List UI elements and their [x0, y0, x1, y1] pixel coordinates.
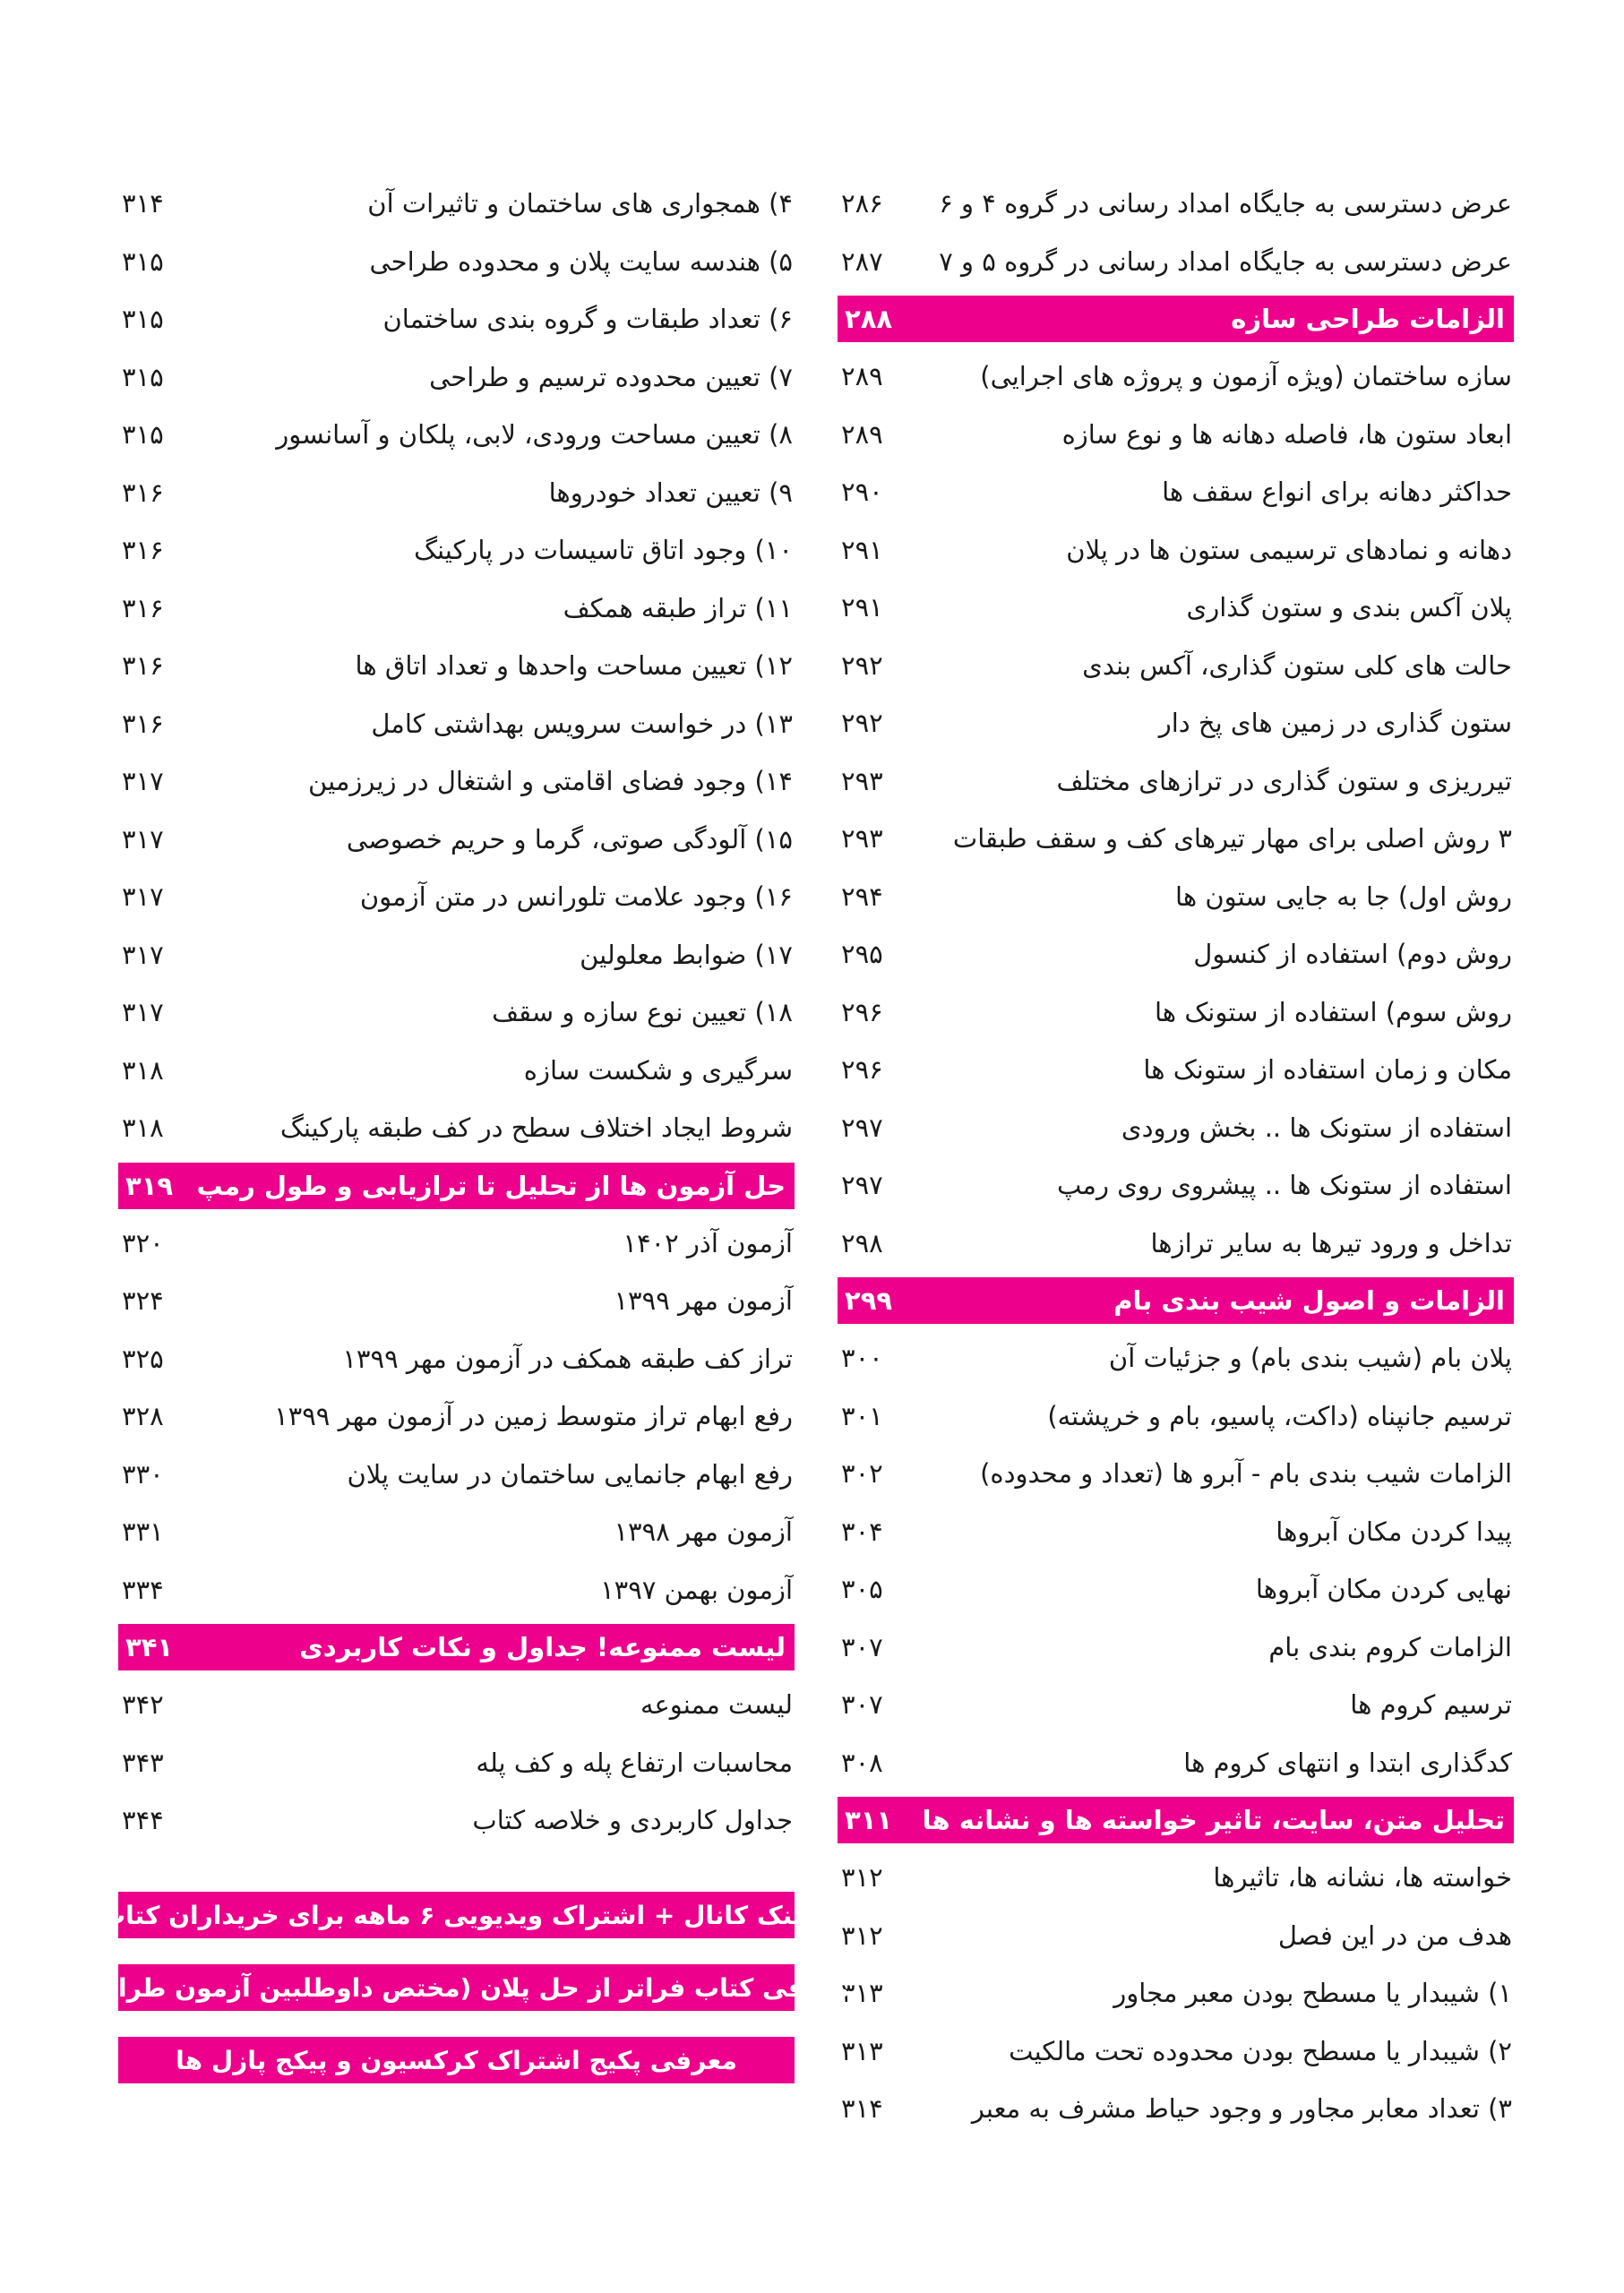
toc-entry-title: رفع ابهام تراز متوسط زمین در آزمون مهر ۱۳۹۹	[274, 1401, 793, 1432]
toc-entry-page: ۳۱۶	[122, 708, 164, 739]
toc-entry-title: استفاده از ستونک ها .. پیشروی روی رمپ	[1056, 1170, 1512, 1201]
toc-entry-title: شروط ایجاد اختلاف سطح در کف طبقه پارکینگ	[279, 1112, 793, 1144]
toc-entry-page: ۳۲۵	[122, 1343, 164, 1374]
toc-entry-page: ۳۲۴	[122, 1285, 164, 1317]
toc-entry[interactable]	[838, 1849, 1514, 1907]
toc-entry-title: ۵) هندسه سایت پلان و محدوده طراحی	[369, 245, 793, 277]
toc-entry[interactable]	[118, 406, 795, 464]
toc-entry-page: ۲۹۳	[841, 823, 883, 855]
toc-entry-title: کدگذاری ابتدا و انتهای کروم ها	[1183, 1747, 1512, 1778]
toc-entry[interactable]	[838, 579, 1514, 637]
toc-entry-title: حل آزمون ها از تحلیل تا ترازیابی و طول رمپ	[196, 1170, 786, 1201]
toc-entry-title: سرگیری و شکست سازه	[523, 1054, 793, 1086]
toc-entry-title: تحلیل متن، سایت، تاثیر خواسته ها و نشانه ها	[922, 1805, 1505, 1835]
toc-entry-page: ۳۴۴	[122, 1805, 164, 1836]
toc-entry-page: ۲۹۶	[841, 1054, 883, 1086]
toc-entry-title: ۴) همجواری های ساختمان و تاثیرات آن	[367, 188, 793, 219]
toc-left-column	[118, 175, 795, 1850]
toc-right-column	[838, 175, 1514, 2138]
toc-entry[interactable]	[838, 1964, 1514, 2022]
toc-entry-page: ۳۱۷	[122, 939, 164, 970]
toc-entry-title: لیست ممنوعه! جداول و نکات کاربردی	[299, 1632, 786, 1662]
toc-section-heading[interactable]	[838, 1277, 1514, 1324]
toc-entry-title: ترسیم کروم ها	[1350, 1689, 1512, 1721]
toc-entry[interactable]	[838, 1041, 1514, 1099]
toc-entry[interactable]	[838, 1099, 1514, 1157]
toc-entry-page: ۲۹۹	[845, 1285, 893, 1316]
toc-section-heading[interactable]	[118, 1163, 795, 1209]
toc-entry[interactable]	[838, 521, 1514, 580]
toc-entry-title: پلان آکس بندی و ستون گذاری	[1186, 592, 1512, 623]
toc-entry[interactable]	[838, 175, 1514, 233]
toc-entry-page: ۳۱۵	[122, 304, 164, 335]
toc-entry-page: ۲۸۷	[841, 245, 883, 277]
toc-entry[interactable]	[118, 464, 795, 522]
toc-entry[interactable]	[118, 233, 795, 291]
toc-entry[interactable]	[118, 1387, 795, 1446]
toc-entry-title: ابعاد ستون ها، فاصله دهانه ها و نوع سازه	[1061, 418, 1512, 450]
toc-entry-title: ۱۸) تعیین نوع سازه و سقف	[492, 997, 793, 1028]
toc-entry[interactable]	[838, 637, 1514, 695]
toc-entry[interactable]	[838, 1503, 1514, 1561]
toc-entry-page: ۳۱۶	[122, 535, 164, 566]
toc-entry-title: آزمون آذر ۱۴۰۲	[623, 1227, 793, 1258]
toc-entry-title: ستون گذاری در زمین های پخ دار	[1158, 708, 1512, 739]
toc-entry[interactable]	[838, 2022, 1514, 2081]
toc-entry-title: عرض دسترسی به جایگاه امداد رسانی در گروه ۵ و ۷	[939, 245, 1512, 277]
toc-entry[interactable]	[838, 1676, 1514, 1734]
toc-entry[interactable]	[118, 1272, 795, 1330]
toc-entry-title: ۱۲) تعیین مساحت واحدها و تعداد اتاق ها	[355, 650, 793, 682]
toc-entry[interactable]	[838, 1445, 1514, 1503]
toc-entry-page: ۲۹۲	[841, 649, 883, 681]
toc-entry-page: ۳۲۸	[122, 1401, 164, 1432]
toc-entry-page: ۲۹۱	[841, 534, 883, 565]
toc-entry[interactable]	[838, 348, 1514, 406]
toc-entry-page: ۳۱۵	[122, 245, 164, 277]
toc-entry-title: محاسبات ارتفاع پله و کف پله	[476, 1747, 793, 1778]
toc-entry[interactable]	[118, 637, 795, 695]
toc-entry-page: ۳۳۴	[122, 1574, 164, 1605]
toc-entry-title: لیست ممنوعه	[640, 1689, 793, 1721]
toc-entry-page: ۳۱۸	[122, 1054, 164, 1086]
toc-entry-page: ۲۹۶	[841, 996, 883, 1027]
toc-entry-title: ۳ روش اصلی برای مهار تیرهای کف و سقف طبقات	[952, 823, 1512, 855]
toc-entry[interactable]	[838, 1560, 1514, 1619]
toc-entry-page: ۳۰۱	[841, 1400, 883, 1431]
toc-entry-title: هدف من در این فصل	[1277, 1919, 1512, 1951]
toc-entry-page: ۲۸۹	[841, 361, 883, 392]
toc-entry[interactable]	[838, 1619, 1514, 1677]
toc-entry-title: آزمون مهر ۱۳۹۹	[614, 1285, 793, 1317]
toc-entry-page: ۲۹۲	[841, 708, 883, 739]
toc-entry[interactable]	[118, 1503, 795, 1561]
toc-entry-title: ۱۶) وجود علامت تلورانس در متن آزمون	[359, 881, 793, 913]
toc-entry-title: ۹) تعیین تعداد خودروها	[548, 477, 793, 508]
toc-entry-title: ۱۷) ضوابط معلولین	[580, 939, 793, 970]
toc-entry-page: ۳۱۸	[122, 1112, 164, 1144]
toc-entry[interactable]	[838, 2080, 1514, 2138]
toc-entry[interactable]	[118, 811, 795, 869]
toc-entry-title: تداخل و ورود تیرها به سایر ترازها	[1150, 1227, 1512, 1258]
toc-entry-title: سازه ساختمان (ویژه آزمون و پروژه های اجرایی)	[980, 361, 1512, 392]
toc-entry[interactable]	[838, 1734, 1514, 1792]
toc-entry-page: ۳۱۵	[122, 361, 164, 392]
toc-entry-title: ۷) تعیین محدوده ترسیم و طراحی	[429, 361, 793, 392]
toc-entry[interactable]	[838, 983, 1514, 1042]
toc-entry-page: ۳۱۱	[845, 1805, 893, 1835]
package-intro-button[interactable]: معرفی پکیج اشتراک کرکسیون و پیکج پازل ها	[118, 2037, 795, 2083]
toc-entry[interactable]	[118, 290, 795, 348]
toc-entry-title: حالت های کلی ستون گذاری، آکس بندی	[1082, 649, 1512, 681]
toc-entry-title: رفع ابهام جانمایی ساختمان در سایت پلان	[347, 1458, 793, 1490]
toc-entry[interactable]	[118, 348, 795, 407]
toc-entry-page: ۲۹۵	[841, 939, 883, 970]
toc-entry-page: ۲۸۹	[841, 418, 883, 450]
toc-entry-page: ۲۹۱	[841, 592, 883, 623]
toc-entry-page: ۲۹۰	[841, 477, 883, 508]
toc-entry-title: پلان بام (شیب بندی بام) و جزئیات آن	[1108, 1343, 1512, 1374]
toc-entry-title: الزامات طراحی سازه	[1231, 304, 1505, 334]
toc-entry-title: نهایی کردن مکان آبروها	[1255, 1574, 1512, 1605]
book-intro-button[interactable]: معرفی کتاب فراتر از حل پلان (مختص داوطلبین آزمون طراحی)	[118, 1964, 795, 2011]
toc-entry-page: ۳۰۷	[841, 1631, 883, 1662]
toc-entry-page: ۳۰۴	[841, 1516, 883, 1547]
toc-entry[interactable]	[838, 233, 1514, 291]
toc-entry-title: مکان و زمان استفاده از ستونک ها	[1143, 1054, 1512, 1086]
toc-entry-page: ۳۰۷	[841, 1689, 883, 1721]
toc-entry-title: ۸) تعیین مساحت ورودی، لابی، پلکان و آسانسور	[276, 419, 793, 451]
toc-entry-page: ۳۱۲	[841, 1862, 883, 1894]
toc-entry[interactable]	[118, 1676, 795, 1734]
toc-entry[interactable]	[118, 1042, 795, 1100]
toc-entry-title: ۲) شیبدار یا مسطح بودن محدوده تحت مالکیت	[1009, 2035, 1512, 2066]
toc-entry-page: ۳۳۱	[122, 1516, 164, 1548]
toc-entry-title: ترسیم جانپناه (داکت، پاسیو، بام و خرپشته)	[1047, 1400, 1512, 1431]
toc-entry-page: ۳۱۶	[122, 477, 164, 508]
toc-entry-page: ۳۱۷	[122, 766, 164, 797]
toc-entry-title: الزامات و اصول شیب بندی بام	[1113, 1285, 1505, 1316]
toc-entry[interactable]	[838, 406, 1514, 464]
toc-entry-page: ۲۹۳	[841, 765, 883, 796]
toc-entry[interactable]	[838, 752, 1514, 811]
toc-entry-page: ۳۱۶	[122, 592, 164, 623]
toc-section-heading[interactable]	[118, 1624, 795, 1670]
toc-entry-title: ۱۳) در خواست سرویس بهداشتی کامل	[371, 708, 793, 739]
toc-entry-page: ۳۱۵	[122, 419, 164, 451]
toc-entry-title: ۱۴) وجود فضای اقامتی و اشتغال در زیرزمین	[308, 766, 793, 797]
toc-entry[interactable]	[118, 983, 795, 1042]
toc-entry[interactable]	[118, 695, 795, 753]
toc-entry-title: حداکثر دهانه برای انواع سقف ها	[1162, 477, 1512, 508]
toc-entry-title: پیدا کردن مکان آبروها	[1276, 1516, 1512, 1547]
toc-entry-page: ۲۸۶	[841, 188, 883, 219]
toc-entry-title: روش سوم) استفاده از ستونک ها	[1154, 996, 1512, 1027]
toc-entry[interactable]	[118, 752, 795, 811]
toc-entry-page: ۳۴۲	[122, 1689, 164, 1721]
toc-entry-page: ۲۸۸	[845, 304, 893, 334]
toc-entry[interactable]	[118, 580, 795, 638]
toc-entry-title: دهانه و نمادهای ترسیمی ستون ها در پلان	[1066, 534, 1512, 565]
toc-section-heading[interactable]	[838, 296, 1514, 342]
toc-entry-title: آزمون مهر ۱۳۹۸	[614, 1516, 793, 1548]
toc-entry-page: ۳۱۷	[122, 823, 164, 855]
toc-entry-title: جداول کاربردی و خلاصه کتاب	[472, 1805, 793, 1836]
toc-entry-page: ۳۲۰	[122, 1227, 164, 1258]
toc-entry-page: ۳۰۵	[841, 1574, 883, 1605]
toc-entry-page: ۳۱۴	[841, 2093, 883, 2125]
toc-entry-title: ۳) تعداد معابر مجاور و وجود حیاط مشرف به معبر	[971, 2093, 1512, 2125]
toc-entry[interactable]	[838, 1329, 1514, 1387]
toc-entry-title: روش اول) جا به جایی ستون ها	[1174, 880, 1512, 912]
toc-entry-title: استفاده از ستونک ها .. بخش ورودی	[1121, 1112, 1512, 1143]
toc-entry-title: آزمون بهمن ۱۳۹۷	[600, 1574, 793, 1605]
toc-entry[interactable]	[118, 1215, 795, 1273]
toc-entry-page: ۲۹۸	[841, 1227, 883, 1258]
toc-entry[interactable]	[838, 1907, 1514, 1965]
toc-entry[interactable]	[118, 926, 795, 984]
toc-entry-title: ۱۱) تراز طبقه همکف	[563, 592, 793, 623]
toc-entry[interactable]	[838, 1156, 1514, 1215]
toc-entry[interactable]	[118, 1330, 795, 1388]
toc-entry[interactable]	[118, 1791, 795, 1850]
toc-section-heading[interactable]	[838, 1797, 1514, 1843]
toc-entry-page: ۲۹۷	[841, 1170, 883, 1201]
toc-entry-page: ۳۴۱	[125, 1632, 174, 1662]
toc-entry[interactable]	[838, 694, 1514, 752]
toc-entry-page: ۳۱۲	[841, 1919, 883, 1951]
toc-entry-page: ۳۱۳	[841, 2035, 883, 2066]
toc-entry-title: روش دوم) استفاده از کنسول	[1193, 939, 1512, 970]
toc-entry[interactable]	[838, 1215, 1514, 1273]
toc-entry-title: تیرریزی و ستون گذاری در ترازهای مختلف	[1056, 765, 1512, 796]
toc-entry-title: الزامات کروم بندی بام	[1268, 1631, 1512, 1662]
toc-entry-title: الزامات شیب بندی بام - آبرو ها (تعداد و محدوده)	[980, 1458, 1512, 1490]
toc-entry-page: ۳۱۷	[122, 997, 164, 1028]
toc-entry[interactable]	[838, 810, 1514, 868]
toc-entry-title: ۱۰) وجود اتاق تاسیسات در پارکینگ	[414, 535, 793, 566]
toc-entry-page: ۳۱۴	[122, 188, 164, 219]
toc-entry[interactable]	[838, 925, 1514, 983]
toc-entry[interactable]	[838, 463, 1514, 521]
toc-entry-page: ۲۹۴	[841, 880, 883, 912]
toc-entry-page: ۳۰۲	[841, 1458, 883, 1490]
toc-entry-title: ۶) تعداد طبقات و گروه بندی ساختمان	[382, 304, 793, 335]
toc-entry-page: ۳۴۳	[122, 1747, 164, 1778]
toc-entry-page: ۳۱۹	[125, 1170, 174, 1201]
toc-entry-title: تراز کف طبقه همکف در آزمون مهر ۱۳۹۹	[342, 1343, 793, 1374]
toc-entry-title: ۱) شیبدار یا مسطح بودن معبر مجاور	[1113, 1978, 1512, 2009]
toc-entry-page: ۳۰۰	[841, 1343, 883, 1374]
toc-entry-page: ۲۹۷	[841, 1112, 883, 1143]
toc-entry[interactable]	[118, 1446, 795, 1504]
toc-entry[interactable]	[118, 1099, 795, 1157]
toc-entry[interactable]	[118, 868, 795, 926]
toc-entry[interactable]	[838, 868, 1514, 926]
toc-entry-page: ۳۱۳	[841, 1978, 883, 2009]
toc-entry-page: ۳۱۶	[122, 650, 164, 682]
toc-entry-page: ۳۳۰	[122, 1458, 164, 1490]
channel-link-button[interactable]: لینک کانال + اشتراک ویدیویی ۶ ماهه برای خریداران کتاب	[118, 1892, 795, 1938]
toc-entry[interactable]	[118, 1561, 795, 1619]
toc-entry[interactable]	[118, 175, 795, 233]
toc-entry-page: ۳۰۸	[841, 1747, 883, 1778]
toc-entry-page: ۳۱۷	[122, 881, 164, 913]
toc-entry-title: خواسته ها، نشانه ها، تاثیرها	[1213, 1862, 1512, 1894]
toc-entry-title: عرض دسترسی به جایگاه امداد رسانی در گروه ۴ و ۶	[939, 188, 1512, 219]
toc-entry[interactable]	[118, 1734, 795, 1792]
toc-entry[interactable]	[118, 521, 795, 580]
toc-entry[interactable]	[838, 1387, 1514, 1446]
toc-entry-title: ۱۵) آلودگی صوتی، گرما و حریم خصوصی	[346, 823, 793, 855]
